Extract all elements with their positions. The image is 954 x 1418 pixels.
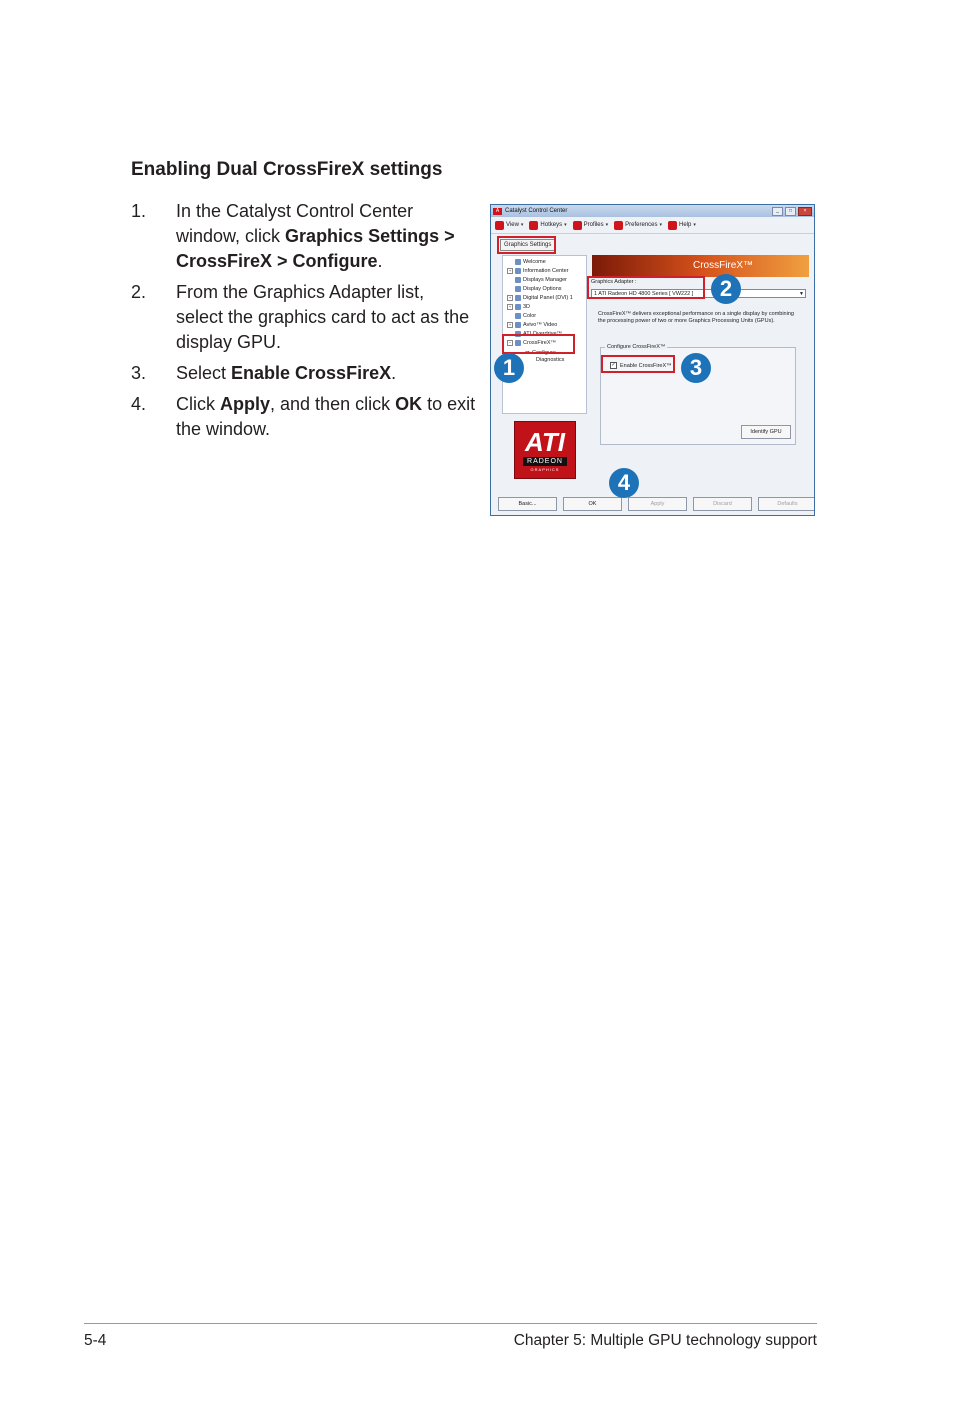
- close-button[interactable]: ×: [798, 207, 812, 216]
- step-text: From the Graphics Adapter list, select the graphics card to act as the display GPU.: [176, 282, 470, 352]
- logo-product: RADEON: [523, 457, 567, 466]
- minimize-button[interactable]: _: [772, 207, 783, 216]
- expand-icon: +: [508, 322, 512, 327]
- tree-item-digital-panel[interactable]: [507, 295, 573, 301]
- step-number: 4.: [131, 394, 147, 414]
- chevron-down-icon: ▾: [564, 222, 567, 228]
- chapter-title: Chapter 5: Multiple GPU technology support: [513, 1332, 817, 1349]
- preferences-menu[interactable]: [614, 221, 662, 230]
- tree-label: Diagnostics: [536, 357, 565, 363]
- step-item: [131, 199, 476, 274]
- tree-item-displays-manager[interactable]: [515, 277, 567, 283]
- panel-icon: [515, 295, 521, 301]
- profiles-label: Profiles: [583, 222, 604, 228]
- ati-app-icon: A: [493, 208, 502, 215]
- step-text: , and then click: [270, 394, 396, 414]
- chevron-down-icon: ▼: [799, 291, 804, 297]
- tree-label: Configure: [532, 349, 556, 356]
- welcome-icon: [515, 259, 521, 265]
- window-title: Catalyst Control Center: [505, 208, 568, 214]
- step-item: [131, 392, 476, 442]
- expand-icon: +: [508, 295, 512, 300]
- dialog-buttons: [498, 497, 815, 511]
- view-menu[interactable]: [495, 221, 523, 230]
- step-badge: 3: [681, 353, 711, 383]
- step-item: [131, 361, 476, 386]
- banner-title: CrossFireX™: [692, 260, 753, 271]
- view-icon: [495, 221, 504, 230]
- tree-label: ATI Overdrive™: [523, 331, 563, 337]
- step-number: 3.: [131, 363, 147, 383]
- tree-label: Display Options: [523, 286, 562, 292]
- logo-sub: GRAPHICS: [530, 466, 560, 472]
- window-titlebar: [491, 205, 814, 217]
- step-text: .: [391, 363, 397, 383]
- hotkeys-menu[interactable]: [529, 221, 566, 230]
- graphics-adapter-value: 1 ATI Radeon HD 4800 Series [ VW222 ]: [594, 291, 694, 297]
- step-number: 2.: [131, 282, 147, 302]
- toolbar: [491, 217, 814, 234]
- group-title: Configure CrossFireX™: [607, 344, 666, 350]
- steps-list: [131, 199, 476, 448]
- expand-icon: +: [508, 304, 512, 309]
- ati-radeon-logo: [514, 421, 576, 479]
- step-text: to exit the window.: [176, 394, 476, 439]
- help-icon: [668, 221, 677, 230]
- tree-item-3d[interactable]: [507, 304, 530, 310]
- logo-brand: ATI: [525, 426, 565, 457]
- help-menu[interactable]: [668, 221, 696, 230]
- tree-label: CrossFireX™: [523, 340, 557, 346]
- page-number: 5-4: [84, 1332, 107, 1349]
- 3d-icon: [515, 304, 521, 310]
- preferences-icon: [614, 221, 623, 230]
- tree-label: Avivo™ Video: [523, 322, 558, 328]
- help-label: Help: [679, 222, 692, 228]
- graphics-settings-button[interactable]: Graphics Settings: [500, 239, 555, 251]
- profiles-menu[interactable]: [573, 221, 609, 230]
- tree-item-information-center[interactable]: [507, 268, 569, 274]
- footer-divider: [84, 1323, 817, 1324]
- tree-item-avivo-video[interactable]: [507, 322, 557, 328]
- chevron-down-icon: ▾: [605, 222, 609, 228]
- crossfirex-banner: [592, 255, 809, 277]
- tree-item-welcome[interactable]: [515, 259, 546, 265]
- step-badge: 4: [609, 468, 639, 498]
- identify-gpu-button[interactable]: Identify GPU: [741, 425, 791, 439]
- step-text: .: [377, 251, 383, 271]
- chevron-down-icon: ▾: [520, 222, 524, 228]
- color-icon: [515, 313, 521, 319]
- defaults-button[interactable]: Defaults: [758, 497, 815, 511]
- step-badge: 1: [494, 353, 524, 383]
- preferences-label: Preferences: [625, 222, 658, 228]
- tree-label: 3D: [523, 304, 531, 310]
- graphics-adapter-label: Graphics Adapter :: [591, 279, 637, 285]
- expand-icon: +: [508, 268, 512, 273]
- step-emphasis: Enable CrossFireX: [231, 363, 392, 383]
- highlight-graphics-settings: [497, 236, 556, 254]
- tree-label: Welcome: [523, 259, 546, 265]
- tree-item-display-options[interactable]: [515, 286, 562, 292]
- chevron-down-icon: ▾: [659, 222, 663, 228]
- highlight-enable-checkbox: [601, 355, 675, 373]
- tree-label: Digital Panel (DVI) 1: [523, 295, 573, 301]
- step-item: [131, 280, 476, 355]
- basic-button[interactable]: Basic...: [498, 497, 557, 511]
- step-emphasis: Graphics Settings > CrossFireX > Configure: [176, 226, 455, 271]
- highlight-adapter: [587, 276, 705, 299]
- ok-button[interactable]: OK: [563, 497, 622, 511]
- tree-item-diagnostics[interactable]: [536, 357, 564, 363]
- step-emphasis: Apply: [220, 394, 271, 414]
- profiles-icon: [573, 221, 582, 230]
- tree-label: Displays Manager: [523, 277, 568, 283]
- step-badge: 2: [711, 274, 741, 304]
- step-text: Click: [176, 394, 220, 414]
- apply-button[interactable]: Apply: [628, 497, 687, 511]
- display-options-icon: [515, 286, 521, 292]
- discard-button[interactable]: Discard: [693, 497, 752, 511]
- step-emphasis: OK: [395, 394, 423, 414]
- section-heading: Enabling Dual CrossFireX settings: [131, 159, 443, 180]
- collapse-icon: −: [508, 340, 512, 345]
- arrow-right-icon: ➡: [525, 350, 531, 356]
- step-text: Select: [176, 363, 232, 383]
- checkbox-label: Enable CrossFireX™: [620, 362, 672, 369]
- highlight-configure: [502, 334, 575, 354]
- chevron-down-icon: ▾: [693, 222, 696, 228]
- view-label: View: [506, 222, 519, 228]
- crossfirex-description: CrossFireX™ delivers exceptional performance on a single display by combining the processing power of two or more Graphics Processing Units (GPUs).: [598, 311, 794, 324]
- display-icon: [515, 277, 521, 283]
- tree-label: Color: [523, 313, 537, 319]
- hotkeys-icon: [529, 221, 538, 230]
- step-number: 1.: [131, 201, 147, 221]
- info-icon: [515, 268, 521, 274]
- checkmark-icon: ✓: [611, 362, 616, 368]
- tree-item-color[interactable]: [515, 313, 536, 319]
- hotkeys-label: Hotkeys: [540, 222, 563, 228]
- maximize-button[interactable]: □: [785, 207, 796, 216]
- step-text: In the Catalyst Control Center window, click: [176, 201, 414, 246]
- video-icon: [515, 322, 521, 328]
- tree-label: Information Center: [523, 268, 569, 274]
